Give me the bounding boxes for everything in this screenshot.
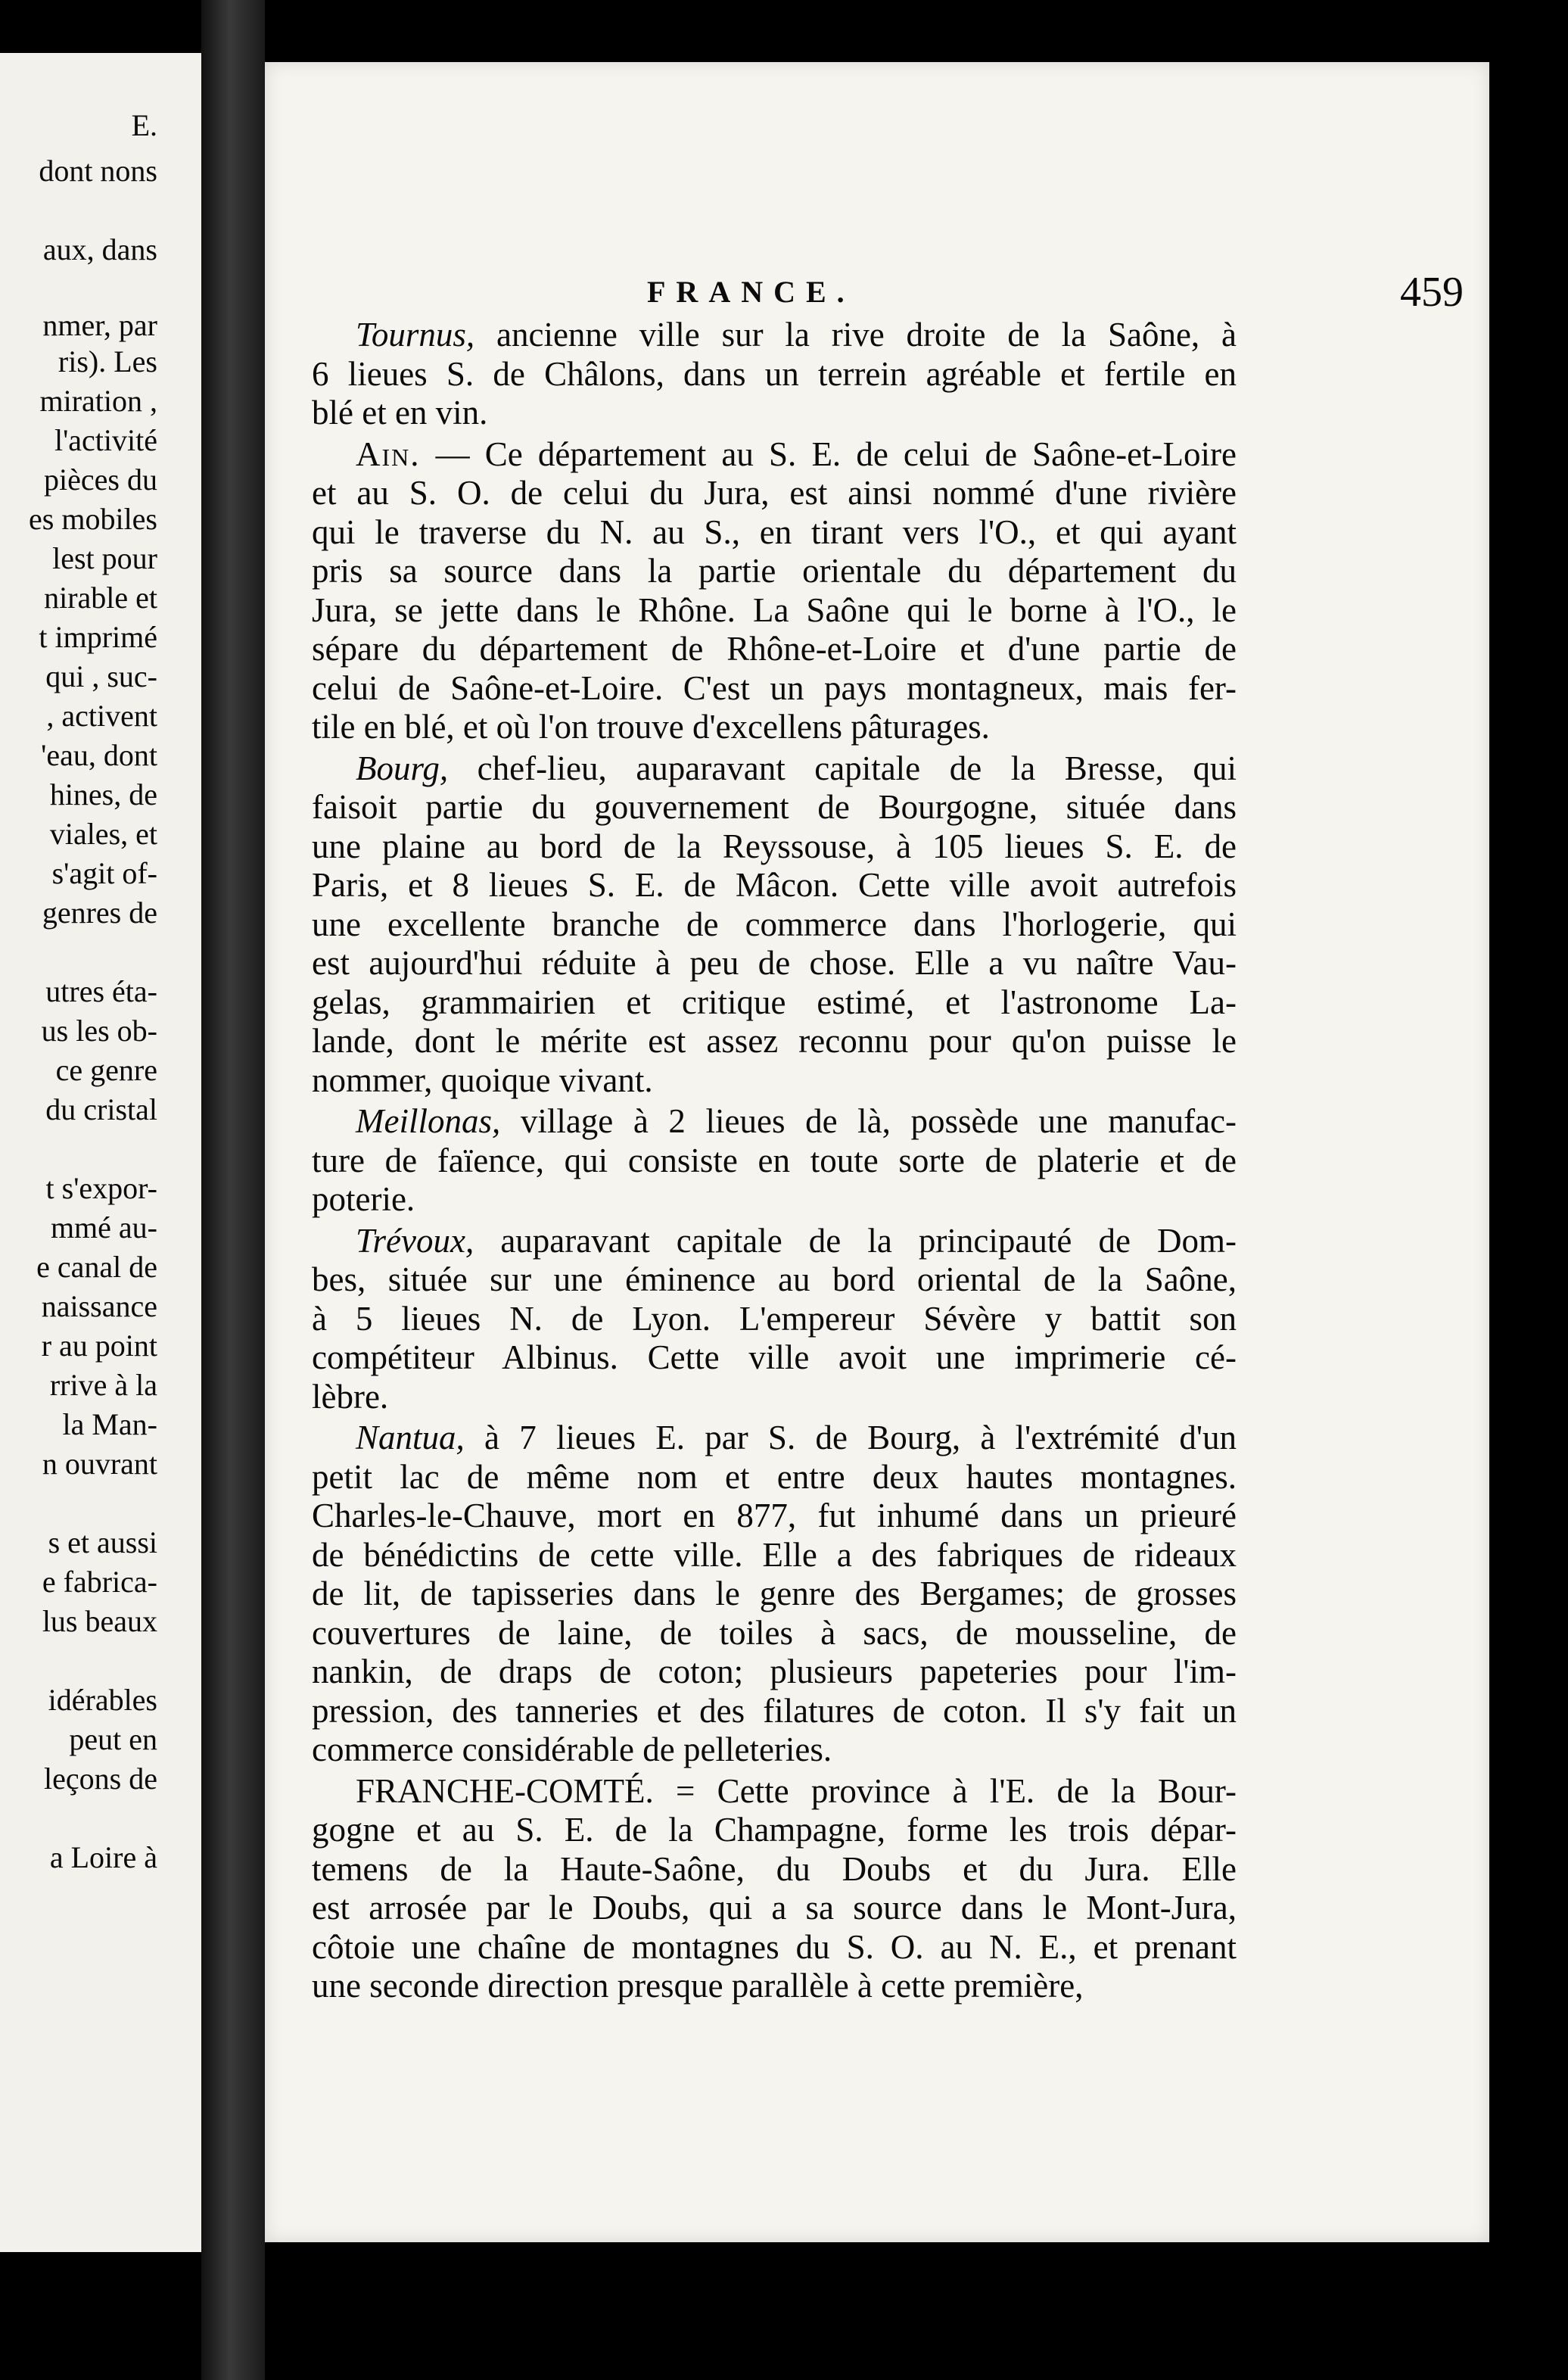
left-page-line: dont nons: [39, 154, 157, 188]
paragraph-line: couvertures de laine, de toiles à sacs, de mousseline, de: [312, 1613, 1237, 1652]
paragraph-line: une excellente branche de commerce dans l'horlogerie, qui: [312, 905, 1237, 943]
paragraph-line: temens de la Haute-Saône, du Doubs et du Jura. Elle: [312, 1849, 1237, 1888]
left-page-line: qui , suc-: [45, 659, 157, 693]
paragraph-lead: Tournus,: [356, 316, 475, 354]
paragraph-first-line: [356, 1222, 1237, 1260]
left-page-line: hines, de: [49, 777, 157, 812]
left-page-line: n ouvrant: [42, 1447, 157, 1481]
paragraph-text: chef-lieu, auparavant capitale de la Bresse, qui: [448, 749, 1237, 787]
left-page-line: es mobiles: [29, 502, 157, 536]
paragraph-first-line: [356, 316, 1237, 354]
running-title: FRANCE.: [647, 275, 855, 309]
paragraph-line: ture de faïence, qui consiste en toute sorte de platerie et de: [312, 1141, 1237, 1179]
paragraph-lead: FRANCHE-COMTÉ.: [356, 1771, 654, 1810]
paragraph-line: est aujourd'hui réduite à peu de chose. Elle a vu naître Vau-: [312, 944, 1237, 982]
paragraph-line: de bénédictins de cette ville. Elle a des fabriques de rideaux: [312, 1535, 1237, 1574]
paragraph-lead: Bourg,: [356, 749, 449, 787]
left-page-line: du cristal: [45, 1092, 157, 1126]
left-page-line: nmer, par: [42, 308, 157, 342]
left-page-line: mmé au-: [50, 1210, 157, 1245]
left-page-line: miration ,: [39, 384, 157, 418]
paragraph-text: auparavant capitale de la principauté de Dom-: [474, 1221, 1237, 1260]
book-gutter: [201, 0, 265, 2380]
left-page-line: r au point: [41, 1329, 157, 1363]
left-page-line: la Man-: [62, 1407, 157, 1441]
paragraph-line: gogne et au S. E. de la Champagne, forme les trois dépar-: [312, 1811, 1237, 1849]
page-edge-shadow: [1489, 83, 1568, 2271]
page-number: 459: [1400, 269, 1464, 316]
paragraph-line: celui de Saône-et-Loire. C'est un pays montagneux, mais fer-: [312, 668, 1237, 707]
paragraph-line: nankin, de draps de coton; plusieurs papeteries pour l'im-: [312, 1653, 1237, 1690]
paragraph-line: lande, dont le mérite est assez reconnu pour qu'on puisse le: [312, 1022, 1237, 1060]
paragraph-line: poterie.: [312, 1180, 415, 1218]
left-page-line: lus beaux: [42, 1604, 157, 1638]
paragraph-line: blé et en vin.: [312, 394, 488, 431]
paragraph-first-line: [356, 1419, 1237, 1456]
paragraph-text: = Cette province à l'E. de la Bour-: [653, 1771, 1237, 1810]
left-page-line: a Loire à: [49, 1840, 157, 1874]
paragraph-line: est arrosée par le Doubs, qui a sa source dans le Mont-Jura,: [312, 1889, 1237, 1927]
left-page-line: e fabrica-: [42, 1565, 157, 1599]
paragraph-line: compétiteur Albinus. Cette ville avoit une imprimerie cé-: [312, 1338, 1237, 1376]
left-page-line: e canal de: [36, 1250, 157, 1284]
paragraph-line: sépare du département de Rhône-et-Loire et d'une partie de: [312, 630, 1237, 668]
paragraph-line: pression, des tanneries et des filatures de coton. Il s'y fait un: [312, 1691, 1237, 1730]
paragraph-text: à 7 lieues E. par S. de Bourg, à l'extrémité d'un: [464, 1419, 1237, 1456]
paragraph-line: lèbre.: [312, 1377, 389, 1416]
paragraph-lead: Nantua,: [356, 1419, 465, 1456]
left-page-line: , activent: [46, 699, 157, 733]
paragraph-line: Paris, et 8 lieues S. E. de Mâcon. Cette ville avoit autrefois: [312, 866, 1237, 904]
left-page-line: s et aussi: [48, 1525, 157, 1559]
left-page-line: idérables: [48, 1683, 157, 1717]
left-page-line: ce genre: [55, 1053, 157, 1087]
left-page-line: genres de: [42, 896, 157, 930]
page: [265, 62, 1489, 2242]
paragraph-line: tile en blé, et où l'on trouve d'excellens pâturages.: [312, 708, 990, 746]
paragraph-lead: Ain.: [356, 435, 421, 473]
left-page-line: naissance: [41, 1289, 157, 1323]
paragraph-lead: Trévoux,: [356, 1221, 474, 1260]
left-page-line: 'eau, dont: [41, 738, 157, 772]
left-page-line: utres éta-: [45, 974, 157, 1008]
paragraph-line: 6 lieues S. de Châlons, dans un terrein agréable et fertile en: [312, 354, 1237, 393]
previous-page-fragment: [0, 53, 201, 2252]
left-page-line: rrive à la: [49, 1368, 157, 1402]
paragraph-text: — Ce département au S. E. de celui de Saône-et-Loire: [420, 435, 1237, 473]
paragraph-line: nommer, quoique vivant.: [312, 1061, 653, 1099]
paragraph-line: pris sa source dans la partie orientale du département du: [312, 552, 1237, 590]
left-page-line: nirable et: [44, 581, 157, 615]
paragraph-line: une plaine au bord de la Reyssouse, à 105 lieues S. E. de: [312, 827, 1237, 865]
paragraph-lead: Meillonas,: [356, 1102, 501, 1140]
left-page-line: l'activité: [54, 423, 157, 457]
paragraph-first-line: [356, 435, 1237, 473]
paragraph-first-line: [356, 749, 1237, 787]
paragraph-line: Jura, se jette dans le Rhône. La Saône qui le borne à l'O., le: [312, 590, 1237, 629]
left-page-line: t s'expor-: [45, 1171, 157, 1205]
left-page-line: aux, dans: [42, 232, 157, 266]
left-page-line: pièces du: [44, 463, 157, 497]
paragraph-first-line: [356, 1772, 1237, 1810]
paragraph-line: qui le traverse du N. au S., en tirant vers l'O., et qui ayant: [312, 512, 1237, 551]
paragraph-line: commerce considérable de pelleteries.: [312, 1730, 832, 1768]
left-page-line: s'agit of-: [51, 856, 157, 890]
left-page-line: viales, et: [49, 817, 157, 851]
paragraph-line: de lit, de tapisseries dans le genre des Bergames; de grosses: [312, 1575, 1237, 1612]
left-page-line: lest pour: [52, 541, 157, 575]
paragraph-text: village à 2 lieues de là, possède une manufac-: [500, 1102, 1237, 1140]
paragraph-line: une seconde direction presque parallèle à cette première,: [312, 1967, 1084, 2005]
left-page-line: leçons de: [44, 1762, 157, 1796]
paragraph-line: petit lac de même nom et entre deux hautes montagnes.: [312, 1457, 1237, 1496]
paragraph-line: bes, située sur une éminence au bord oriental de la Saône,: [312, 1260, 1237, 1298]
paragraph-line: Charles-le-Chauve, mort en 877, fut inhumé dans un prieuré: [312, 1497, 1237, 1534]
left-page-line: us les ob-: [41, 1014, 157, 1048]
paragraph-line: à 5 lieues N. de Lyon. L'empereur Sévère y battit son: [312, 1299, 1237, 1338]
left-page-line: ris). Les: [58, 344, 157, 378]
left-page-line: E.: [131, 108, 157, 142]
left-page-line: t imprimé: [39, 620, 157, 654]
paragraph-text: ancienne ville sur la rive droite de la Saône, à: [474, 316, 1237, 354]
paragraph-line: côtoie une chaîne de montagnes du S. O. au N. E., et prenant: [312, 1927, 1237, 1966]
paragraph-line: faisoit partie du gouvernement de Bourgogne, située dans: [312, 788, 1237, 826]
paragraph-line: et au S. O. de celui du Jura, est ainsi nommé d'une rivière: [312, 474, 1237, 512]
running-head: [265, 269, 1489, 319]
left-page-line: peut en: [69, 1722, 157, 1756]
paragraph-first-line: [356, 1102, 1237, 1140]
paragraph-line: gelas, grammairien et critique estimé, et l'astronome La-: [312, 983, 1237, 1021]
